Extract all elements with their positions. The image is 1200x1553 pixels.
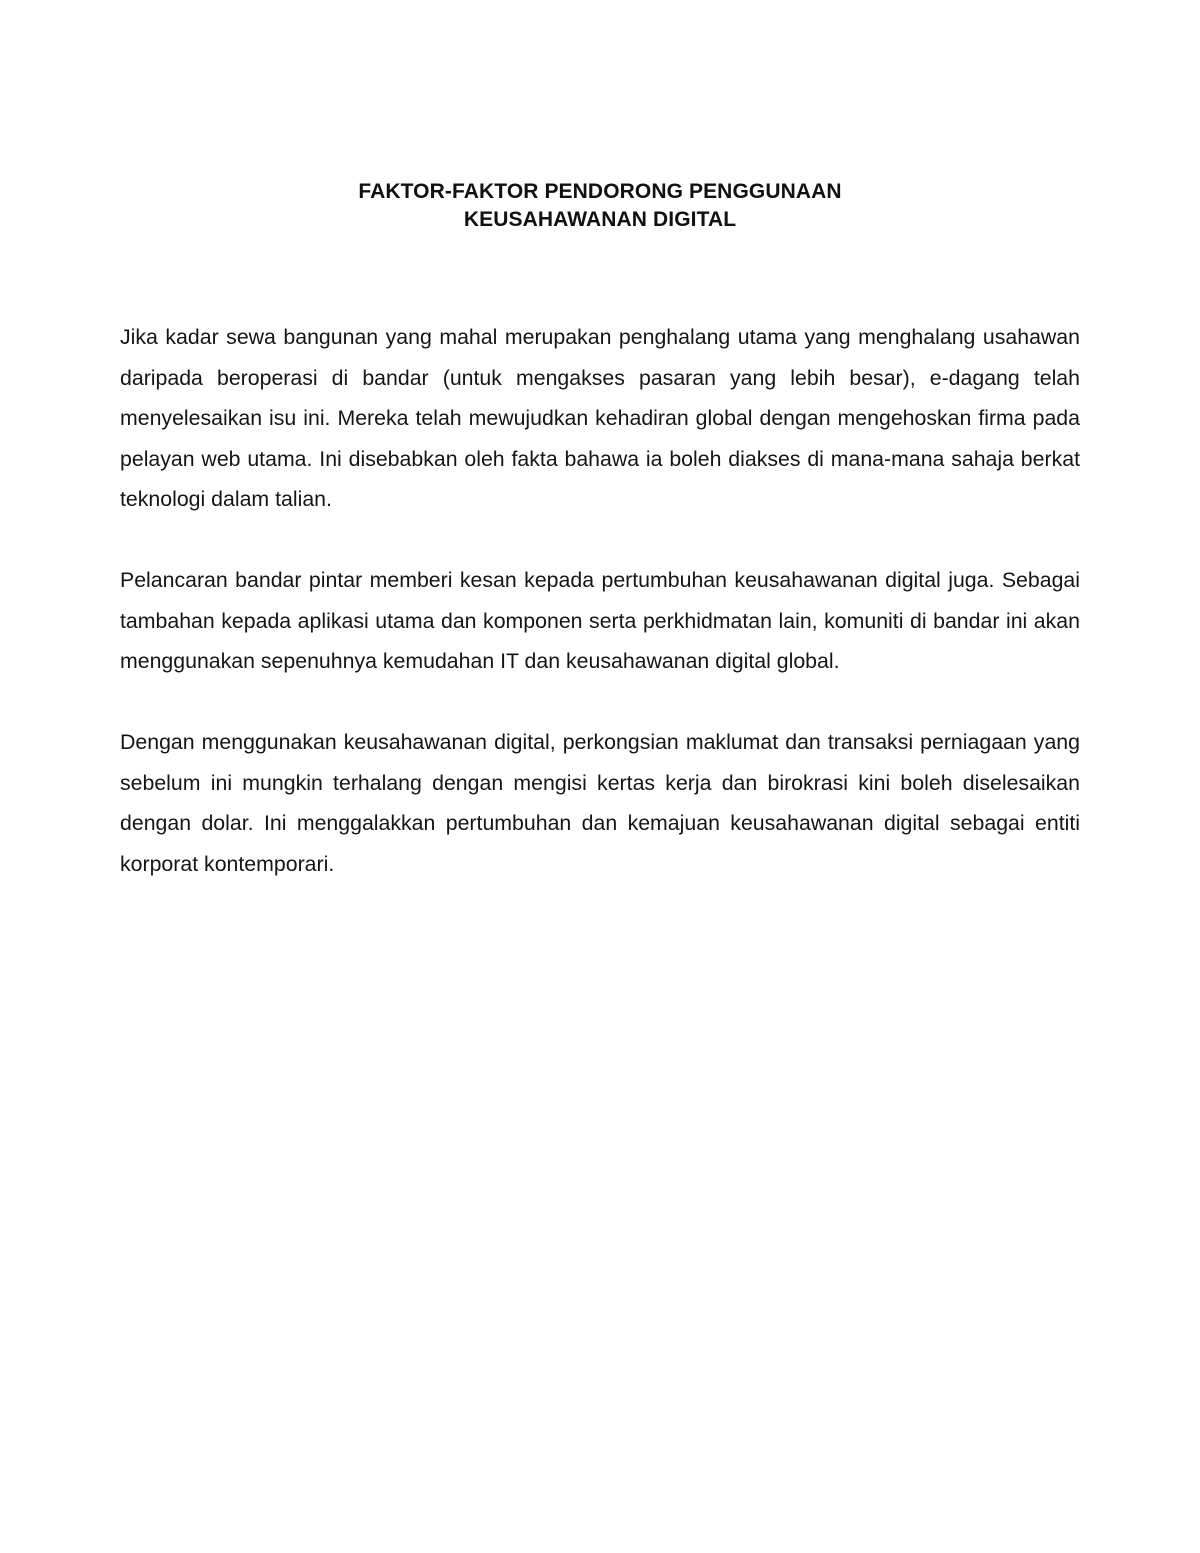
paragraph-1: Jika kadar sewa bangunan yang mahal merupakan penghalang utama yang menghalang usahawan daripada beroperasi di bandar (untuk mengakses pasaran yang lebih besar), e-dagang telah menyelesaikan isu ini. Mereka telah mewujudkan kehadiran global dengan mengehoskan firma pada pelayan web utama. Ini disebabkan oleh fakta bahawa ia boleh diakses di mana-mana sahaja berkat teknologi dalam talian. (120, 325, 1080, 511)
document-body (120, 317, 1080, 884)
title-line-1: FAKTOR-FAKTOR PENDORONG PENGGUNAAN (358, 180, 842, 203)
paragraph-3: Dengan menggunakan keusahawanan digital, perkongsian maklumat dan transaksi perniagaan yang sebelum ini mungkin terhalang dengan mengisi kertas kerja dan birokrasi kini boleh diselesaikan dengan dolar. Ini menggalakkan pertumbuhan dan kemajuan keusahawanan digital sebagai entiti korporat kontemporari. (120, 730, 1080, 876)
paragraph-2: Pelancaran bandar pintar memberi kesan kepada pertumbuhan keusahawanan digital juga. Sebagai tambahan kepada aplikasi utama dan komponen serta perkhidmatan lain, komuniti di bandar ini akan menggunakan sepenuhnya kemudahan IT dan keusahawanan digital global. (120, 568, 1080, 673)
title-line-2: KEUSAHAWANAN DIGITAL (463, 208, 737, 231)
document-title (0, 178, 1200, 234)
